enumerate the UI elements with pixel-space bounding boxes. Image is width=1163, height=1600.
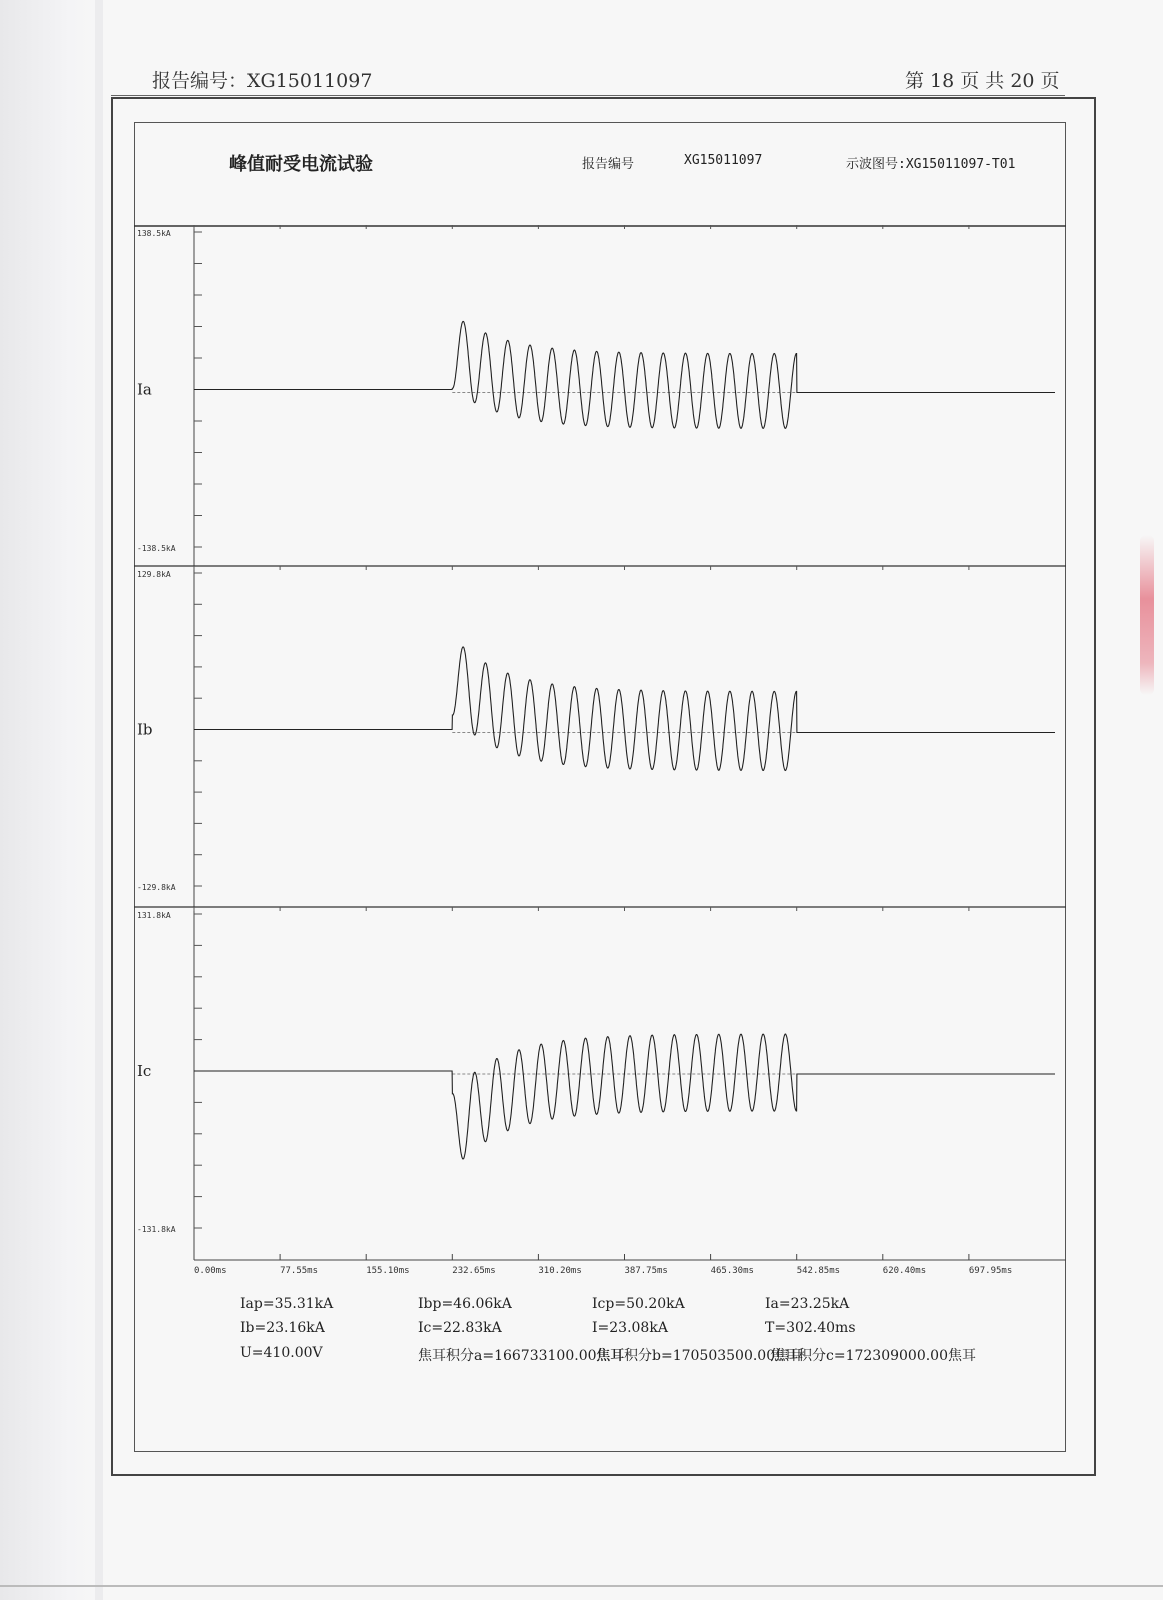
y-max-label: 138.5kA [137,229,171,238]
waveform-ia [194,321,1055,428]
y-min-label: -131.8kA [137,1225,176,1234]
header-page-info: 第 18 页 共 20 页 [905,70,1060,92]
measure-u: U=410.00V [240,1345,323,1361]
report-label: 报告编号 [582,157,635,172]
x-tick-label: 465.30ms [710,1266,754,1276]
report-value: XG15011097 [684,153,763,168]
channel-label: Ib [137,720,153,739]
test-title: 峰值耐受电流试验 [229,154,373,175]
x-tick-label: 387.75ms [624,1266,668,1276]
page-bottom-edge [0,1585,1163,1587]
y-max-label: 131.8kA [137,911,171,920]
header-report-number: 报告编号：XG15011097 [152,70,373,92]
x-tick-label: 310.20ms [538,1266,582,1276]
measure-joule-b: 焦耳积分b=170503500.00焦耳 [596,1348,804,1364]
oscillogram-number: 示波图号:XG15011097-T01 [846,157,1016,172]
x-tick-label: 155.10ms [366,1266,410,1276]
panel-ic [134,907,1066,1234]
measure-i: I=23.08kA [592,1320,668,1336]
x-tick-label: 697.95ms [968,1266,1013,1276]
measure-ibp: Ibp=46.06kA [418,1296,512,1312]
channel-label: Ic [137,1062,152,1080]
channel-label: Ia [137,380,152,399]
x-tick-label: 77.55ms [280,1266,319,1276]
measure-iap: Iap=35.31kA [240,1296,334,1312]
measure-ib: Ib=23.16kA [240,1320,325,1336]
measure-ia: Ia=23.25kA [765,1296,850,1312]
panel-ib [134,566,1066,892]
measure-icp: Icp=50.20kA [592,1296,685,1312]
x-tick-label: 232.65ms [452,1266,496,1276]
measure-joule-a: 焦耳积分a=166733100.00焦耳 [418,1348,625,1364]
x-tick-label: 0.00ms [194,1266,227,1276]
waveform-ib [194,647,1055,771]
measure-t: T=302.40ms [765,1320,856,1336]
y-max-label: 129.8kA [137,570,171,579]
waveform-ic [194,1034,1055,1159]
x-tick-label: 620.40ms [882,1266,927,1276]
x-tick-label: 542.85ms [796,1266,841,1276]
y-min-label: -129.8kA [137,883,176,892]
seal-stamp-fragment [1140,535,1154,695]
y-min-label: -138.5kA [137,544,176,553]
measure-joule-c: 焦耳积分c=172309000.00焦耳 [770,1348,977,1364]
measure-ic: Ic=22.83kA [418,1320,502,1336]
panel-ia [137,225,1055,553]
